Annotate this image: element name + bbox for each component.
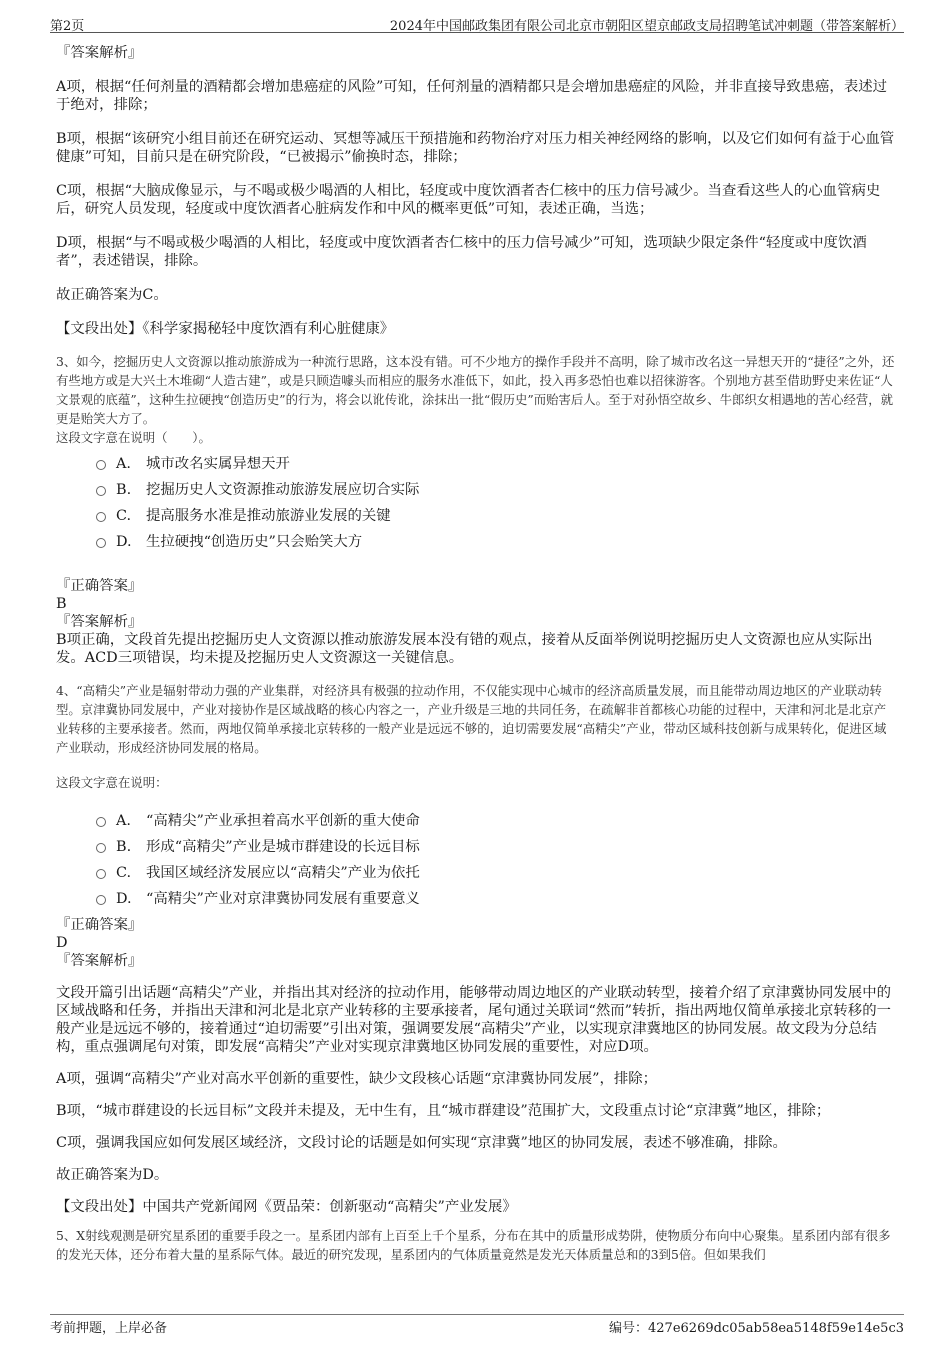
radio-icon[interactable]: [96, 460, 106, 470]
q3-stem: 3、如今，挖掘历史人文资源以推动旅游成为一种流行思路，这本没有错。可不少地方的操作手段并不高明，除了城市改名这一异想天开的“捷径”之外，还有些地方或是大兴土木堆砌“人造古建”，或是只顾造噱头而相应的服务水准低下，如此，投入再多恐怕也难以招徕游客。个别地方甚至借助野史来佐证“人文景观的底蕴”，这种生拉硬拽“创造历史”的行为，将会以讹传讹，涂抹出一批“假历史”而贻害后人。至于对孙悟空故乡、牛郎织女相遇地的苦心经营，就更是贻笑大方了。: [56, 354, 895, 426]
q4-question: 这段文字意在说明：: [56, 775, 168, 790]
radio-icon[interactable]: [96, 486, 106, 496]
q4-analysis: 文段开篇引出话题“高精尖”产业，并指出其对经济的拉动作用，能够带动周边地区的产业联动转型，接着介绍了京津冀协同发展中的区域战略和任务，并指出天津和河北是北京产业转移的主要承接者，尾句通过关联词“然而”转折，指出两地仅简单承接北京转移的一般产业是远远不够的，接着通过“迫切需要”引出对策，强调要发展“高精尖”产业，以实现京津冀地区的协同发展。故文段为分总结构，重点强调尾句对策，即发展“高精尖”产业对实现京津冀地区协同发展的重要性，对应D项。: [56, 985, 891, 1055]
q4-option-d[interactable]: D. “高精尖”产业对京津冀协同发展有重要意义: [96, 886, 896, 912]
q2-analysis-d: D项，根据“与不喝或极少喝酒的人相比，轻度或中度饮酒者杏仁核中的压力信号减少”可知，选项缺少限定条件“轻度或中度饮酒者”，表述错误，排除。: [56, 235, 867, 269]
radio-icon[interactable]: [96, 895, 106, 905]
page-footer: [50, 1314, 904, 1337]
q4-answer: D: [56, 935, 68, 951]
q3-question: 这段文字意在说明（ ）。: [56, 430, 211, 445]
q4-option-a[interactable]: A. “高精尖”产业承担着高水平创新的重大使命: [96, 808, 896, 834]
radio-icon[interactable]: [96, 538, 106, 548]
page-header: [50, 12, 904, 33]
q4-analysis-c: C项，强调我国应如何发展区域经济，文段讨论的话题是如何实现“京津冀”地区的协同发展，表述不够准确，排除。: [56, 1135, 787, 1151]
q4-analysis-title: 『答案解析』: [56, 953, 143, 969]
radio-icon[interactable]: [96, 817, 106, 827]
page-number: 第2页: [50, 19, 85, 34]
q3-option-d[interactable]: D. 生拉硬拽“创造历史”只会贻笑大方: [96, 529, 896, 555]
q4-option-c[interactable]: C. 我国区域经济发展应以“高精尖”产业为依托: [96, 860, 896, 886]
q3-analysis-title: 『答案解析』: [56, 614, 143, 630]
q4-analysis-b: B项，“城市群建设的长远目标”文段并未提及，无中生有，且“城市群建设”范围扩大，文段重点讨论“京津冀”地区，排除；: [56, 1103, 831, 1119]
q5-stem: 5、X射线观测是研究星系团的重要手段之一。星系团内部有上百至上千个星系，分布在其中的质量形成势阱，使物质分布向中心聚集。星系团内部有很多的发光天体，还分布着大量的星系际气体。最近的研究发现，星系团内的气体质量竟然是发光天体质量总和的3到5倍。但如果我们: [56, 1228, 891, 1262]
q2-analysis-title: 『答案解析』: [56, 45, 143, 61]
q4-answer-title: 『正确答案』: [56, 917, 143, 933]
radio-icon[interactable]: [96, 843, 106, 853]
q2-source: 【文段出处】《科学家揭秘轻中度饮酒有利心脏健康》: [56, 321, 395, 337]
document-title: 2024年中国邮政集团有限公司北京市朝阳区望京邮政支局招聘笔试冲刺题（带答案解析）: [389, 19, 904, 34]
q3-answer: B: [56, 596, 67, 612]
q4-conclusion: 故正确答案为D。: [56, 1167, 169, 1183]
q2-analysis-c: C项，根据“大脑成像显示，与不喝或极少喝酒的人相比，轻度或中度饮酒者杏仁核中的压力信号减少。当查看这些人的心血管病史后，研究人员发现，轻度或中度饮酒者心脏病发作和中风的概率更低”可知，表述正确，当选；: [56, 183, 881, 217]
q3-options: [96, 451, 896, 555]
q3-analysis: B项正确，文段首先提出挖掘历史人文资源以推动旅游发展本没有错的观点，接着从反面举例说明挖掘历史人文资源也应从实际出发。ACD三项错误，均未提及挖掘历史人文资源这一关键信息。: [56, 632, 873, 666]
q4-stem: 4、“高精尖”产业是辐射带动力强的产业集群，对经济具有极强的拉动作用，不仅能实现中心城市的经济高质量发展，而且能带动周边地区的产业联动转型。京津冀协同发展中，产业对接协作是区域战略的核心内容之一，产业升级是三地的共同任务，在疏解非首都核心功能的过程中，天津和河北是北京产业转移的主要承接者。然而，两地仅简单承接北京转移的一般产业是远远不够的，迫切需要发展“高精尖”产业，带动区域科技创新与成果转化，促进区域产业联动，形成经济协同发展的格局。: [56, 683, 887, 755]
radio-icon[interactable]: [96, 512, 106, 522]
q4-options: [96, 808, 896, 912]
q4-source: 【文段出处】中国共产党新闻网《贾品荣：创新驱动“高精尖”产业发展》: [56, 1199, 517, 1215]
footer-slogan: 考前押题，上岸必备: [50, 1321, 168, 1336]
document-id: 编号：427e6269dc05ab58ea5148f59e14e5c3: [609, 1321, 904, 1336]
q3-option-b[interactable]: B. 挖掘历史人文资源推动旅游发展应切合实际: [96, 477, 896, 503]
q2-analysis-b: B项，根据“该研究小组目前还在研究运动、冥想等减压干预措施和药物治疗对压力相关神经网络的影响，以及它们如何有益于心血管健康”可知，目前只是在研究阶段，“已被揭示”偷换时态，排除；: [56, 131, 895, 165]
q3-answer-title: 『正确答案』: [56, 578, 143, 594]
page-content: [56, 44, 896, 1264]
q3-option-c[interactable]: C. 提高服务水准是推动旅游业发展的关键: [96, 503, 896, 529]
q4-analysis-a: A项，强调“高精尖”产业对高水平创新的重要性，缺少文段核心话题“京津冀协同发展”，排除；: [56, 1071, 658, 1087]
q2-conclusion: 故正确答案为C。: [56, 287, 168, 303]
radio-icon[interactable]: [96, 869, 106, 879]
q4-option-b[interactable]: B. 形成“高精尖”产业是城市群建设的长远目标: [96, 834, 896, 860]
q2-analysis-a: A项，根据“任何剂量的酒精都会增加患癌症的风险”可知，任何剂量的酒精都只是会增加患癌症的风险，并非直接导致患癌，表述过于绝对，排除；: [56, 79, 887, 113]
q3-option-a[interactable]: A. 城市改名实属异想天开: [96, 451, 896, 477]
